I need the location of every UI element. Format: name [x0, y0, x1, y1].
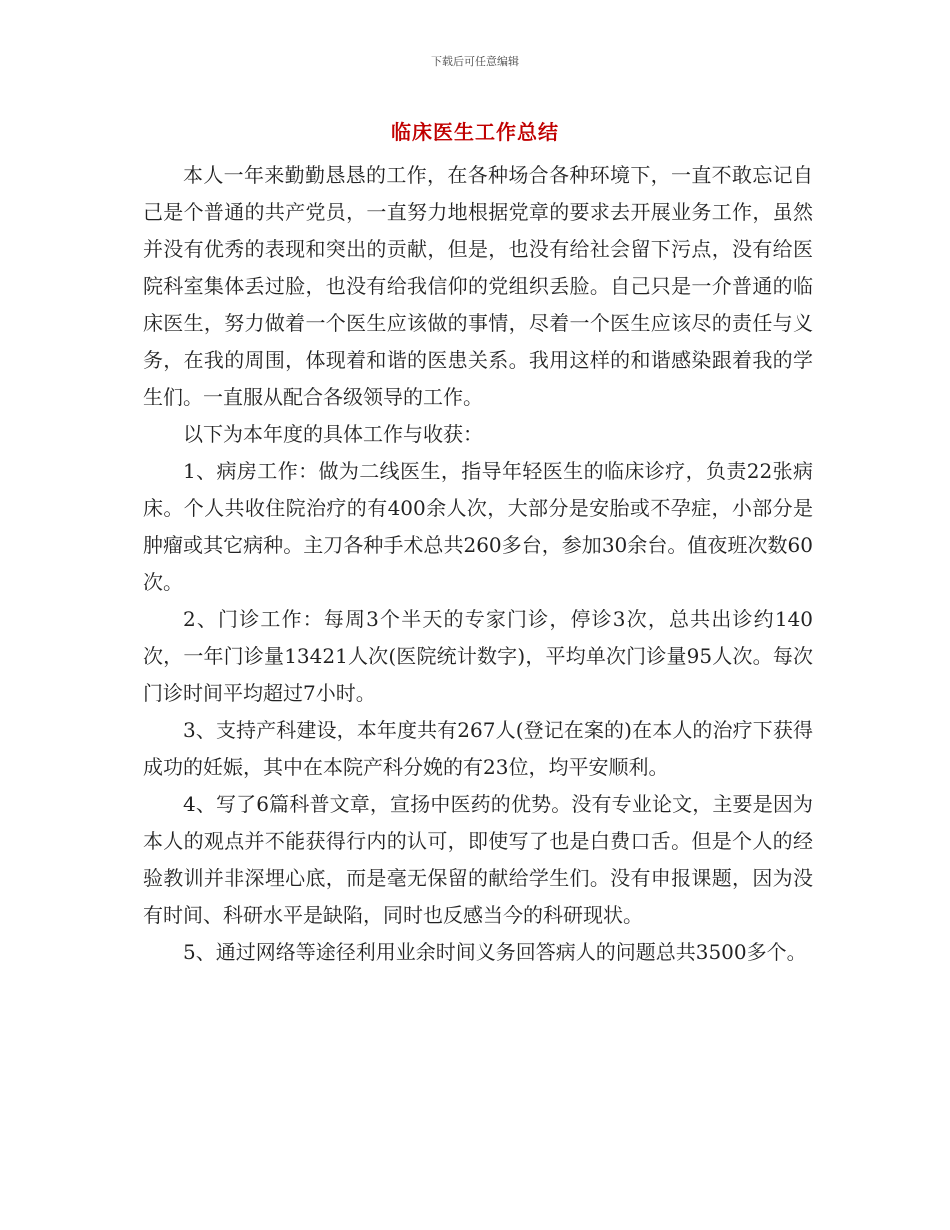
paragraph-online-answers: 5、通过网络等途径利用业余时间义务回答病人的问题总共3500多个。 [183, 940, 807, 964]
paragraph-lead: 以下为本年度的具体工作与收获： [183, 422, 483, 446]
paragraph-outpatient-work: 2、门诊工作：每周3个半天的专家门诊，停诊3次，总共出诊约140次，一年门诊量13421人次(医院统计数字)，平均单次门诊量95人次。每次门诊时间平均超过7小时。 [143, 607, 813, 705]
header-note: 下载后可任意编辑 [431, 55, 519, 68]
paragraph-obstetrics-support: 3、支持产科建设，本年度共有267人(登记在案的)在本人的治疗下获得成功的妊娠，其中在本院产科分娩的有23位，均平安顺利。 [143, 718, 813, 779]
document-body [143, 157, 813, 971]
paragraph-ward-work: 1、病房工作：做为二线医生，指导年轻医生的临床诊疗，负责22张病床。个人共收住院治疗的有400余人次，大部分是安胎或不孕症，小部分是肿瘤或其它病种。主刀各种手术总共260多台，参加30余台。值夜班次数60次。 [143, 459, 813, 594]
page-title: 临床医生工作总结 [391, 120, 559, 144]
paragraph-articles: 4、写了6篇科普文章，宣扬中医药的优势。没有专业论文，主要是因为本人的观点并不能获得行内的认可，即使写了也是白费口舌。但是个人的经验教训并非深埋心底，而是毫无保留的献给学生们。没有申报课题，因为没有时间、科研水平是缺陷，同时也反感当今的科研现状。 [143, 792, 813, 927]
paragraph-intro: 本人一年来勤勤恳恳的工作，在各种场合各种环境下，一直不敢忘记自己是个普通的共产党员，一直努力地根据党章的要求去开展业务工作，虽然并没有优秀的表现和突出的贡献，但是，也没有给社会留下污点，没有给医院科室集体丢过脸，也没有给我信仰的党组织丢脸。自己只是一介普通的临床医生，努力做着一个医生应该做的事情，尽着一个医生应该尽的责任与义务，在我的周围，体现着和谐的医患关系。我用这样的和谐感染跟着我的学生们。一直服从配合各级领导的工作。 [143, 163, 813, 409]
